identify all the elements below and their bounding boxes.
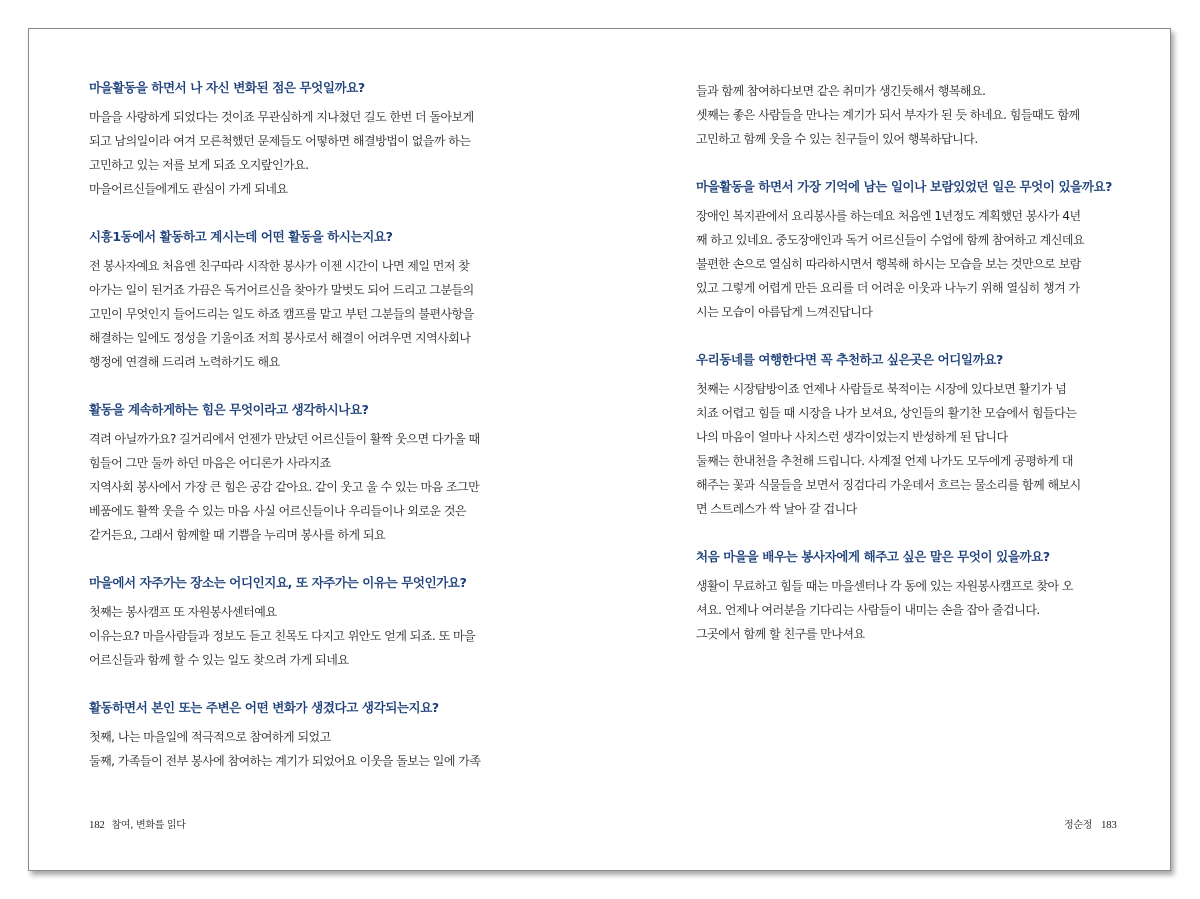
answer-line: 같거든요, 그래서 함께할 때 기쁨을 누리며 봉사를 하게 되요 <box>89 528 386 542</box>
answer-line: 고민하고 있는 저를 보게 되죠 오지랖인가요. <box>89 158 309 172</box>
answer-line: 해결하는 일에도 정성을 기울이죠 저희 봉사로서 해결이 어려우면 지역사회나 <box>89 331 471 345</box>
question-heading: 시흥1동에서 활동하고 계시는데 어떤 활동을 하시는지요? <box>89 229 393 244</box>
answer-line: 마을어르신들에게도 관심이 가게 되네요 <box>89 182 288 196</box>
answer-line: 힘들어 그만 둘까 하던 마음은 어디론가 사라지죠 <box>89 456 331 470</box>
answer-line: 생활이 무료하고 힘들 때는 마을센터나 각 동에 있는 자원봉사캠프로 찾아 오 <box>696 579 1073 593</box>
answer-line: 되고 남의일이라 여겨 모른척했던 문제들도 어떻하면 해결방법이 없을까 하는 <box>89 134 471 148</box>
book-spread <box>28 28 1171 871</box>
answer-line: 지역사회 봉사에서 가장 큰 힘은 공감 같아요. 같이 웃고 울 수 있는 마음 조그만 <box>89 480 480 494</box>
answer-line: 치죠 어렵고 힘들 때 시장을 나가 보셔요, 상인들의 활기찬 모습에서 힘들다는 <box>696 406 1077 420</box>
answer-line: 있고 그렇게 어렵게 만든 요리를 더 어려운 이웃과 나누기 위해 열심히 챙겨 가 <box>696 281 1080 295</box>
answer-line: 째 하고 있네요. 중도장애인과 독거 어르신들이 수업에 함께 참여하고 계신데요 <box>696 233 1085 247</box>
answer-line: 셋째는 좋은 사람들을 만나는 계기가 되서 부자가 된 듯 하네요. 힘들때도 함께 <box>696 108 1080 122</box>
qa-block <box>89 401 519 547</box>
answer-line: 둘째, 가족들이 전부 봉사에 참여하는 계기가 되었어요 이웃을 돌보는 일에 가족 <box>89 754 481 768</box>
qa-block <box>89 228 519 374</box>
answer-line: 둘째는 한내천을 추천해 드립니다. 사계절 언제 나가도 모두에게 공평하게 대 <box>696 454 1073 468</box>
continued-answer <box>696 79 1126 151</box>
answer-line: 아가는 일이 된거죠 가끔은 독거어르신을 찾아가 말벗도 되어 드리고 그분들의 <box>89 283 474 297</box>
answer-line: 첫째, 나는 마을일에 적극적으로 참여하게 되었고 <box>89 730 331 744</box>
answer-line: 마을을 사랑하게 되었다는 것이죠 무관심하게 지나쳤던 길도 한번 더 돌아보게 <box>89 110 474 124</box>
page-number: 183 <box>1100 819 1117 831</box>
question-heading: 활동하면서 본인 또는 주변은 어떤 변화가 생겼다고 생각되는지요? <box>89 700 439 715</box>
qa-block <box>89 574 519 672</box>
qa-block <box>89 699 519 773</box>
answer-line: 베품에도 활짝 웃을 수 있는 마음 사실 어르신들이나 우리들이나 외로운 것은 <box>89 504 466 518</box>
question-heading: 마을활동을 하면서 나 자신 변화된 점은 무엇일까요? <box>89 80 365 95</box>
answer-line: 이유는요? 마을사람들과 정보도 듣고 친목도 다지고 위안도 얻게 되죠. 또 마을 <box>89 629 476 643</box>
answer-line: 어르신들과 함께 할 수 있는 일도 찾으려 가게 되네요 <box>89 653 349 667</box>
page-number: 182 <box>89 819 105 831</box>
qa-block <box>696 178 1126 324</box>
running-title: 참여, 변화를 읽다 <box>111 820 186 831</box>
question-heading: 우리동네를 여행한다면 꼭 추천하고 싶은곳은 어디일까요? <box>696 352 1003 367</box>
answer-line: 들과 함께 참여하다보면 같은 취미가 생긴듯해서 행복해요. <box>696 84 986 98</box>
answer-line: 해주는 꽃과 식물들을 보면서 징검다리 가운데서 흐르는 물소리를 함께 해보시 <box>696 478 1081 492</box>
qa-block <box>696 351 1126 521</box>
answer-line: 고민이 무엇인지 들어드리는 일도 하죠 캠프를 맡고 부턴 그분들의 불편사항을 <box>89 307 474 321</box>
qa-block <box>696 548 1126 646</box>
answer-line: 장애인 복지관에서 요리봉사를 하는데요 처음엔 1년정도 계획했던 봉사가 4년 <box>696 209 1081 223</box>
left-page-footer <box>89 816 186 831</box>
answer-line: 행정에 연결해 드리려 노력하기도 해요 <box>89 355 280 369</box>
answer-line: 시는 모습이 아름답게 느껴진답니다 <box>696 305 873 319</box>
answer-line: 격려 아닐까가요? 길거리에서 언젠가 만났던 어르신들이 활짝 웃으면 다가올 때 <box>89 432 480 446</box>
left-page <box>89 79 519 800</box>
right-page <box>696 79 1126 673</box>
answer-line: 나의 마음이 얼마나 사치스런 생각이었는지 반성하게 된 답니다 <box>696 430 1008 444</box>
answer-line: 고민하고 함께 웃을 수 있는 친구들이 있어 행복하답니다. <box>696 132 978 146</box>
answer-line: 셔요. 언제나 여러분을 기다리는 사람들이 내미는 손을 잡아 줄겁니다. <box>696 603 1040 617</box>
answer-line: 첫째는 시장탐방이죠 언제나 사람들로 북적이는 시장에 있다보면 활기가 넘 <box>696 382 1067 396</box>
answer-line: 불편한 손으로 열심히 따라하시면서 행복해 하시는 모습을 보는 것만으로 보람 <box>696 257 1081 271</box>
answer-line: 면 스트레스가 싹 날아 갈 겁니다 <box>696 502 857 516</box>
question-heading: 마을활동을 하면서 가장 기억에 남는 일이나 보람있었던 일은 무엇이 있을까요? <box>696 179 1113 194</box>
question-heading: 마을에서 자주가는 장소는 어디인지요, 또 자주가는 이유는 무엇인가요? <box>89 575 467 590</box>
right-page-footer <box>1064 816 1117 831</box>
answer-line: 첫째는 봉사캠프 또 자원봉사센터예요 <box>89 605 277 619</box>
question-heading: 활동을 계속하게하는 힘은 무엇이라고 생각하시나요? <box>89 402 369 417</box>
qa-block <box>89 79 519 201</box>
answer-line: 그곳에서 함께 할 친구를 만나셔요 <box>696 627 865 641</box>
question-heading: 처음 마을을 배우는 봉사자에게 해주고 싶은 말은 무엇이 있을까요? <box>696 549 1050 564</box>
running-title: 정순정 <box>1064 820 1093 831</box>
answer-line: 전 봉사자예요 처음엔 친구따라 시작한 봉사가 이젠 시간이 나면 제일 먼저 찾 <box>89 259 470 273</box>
